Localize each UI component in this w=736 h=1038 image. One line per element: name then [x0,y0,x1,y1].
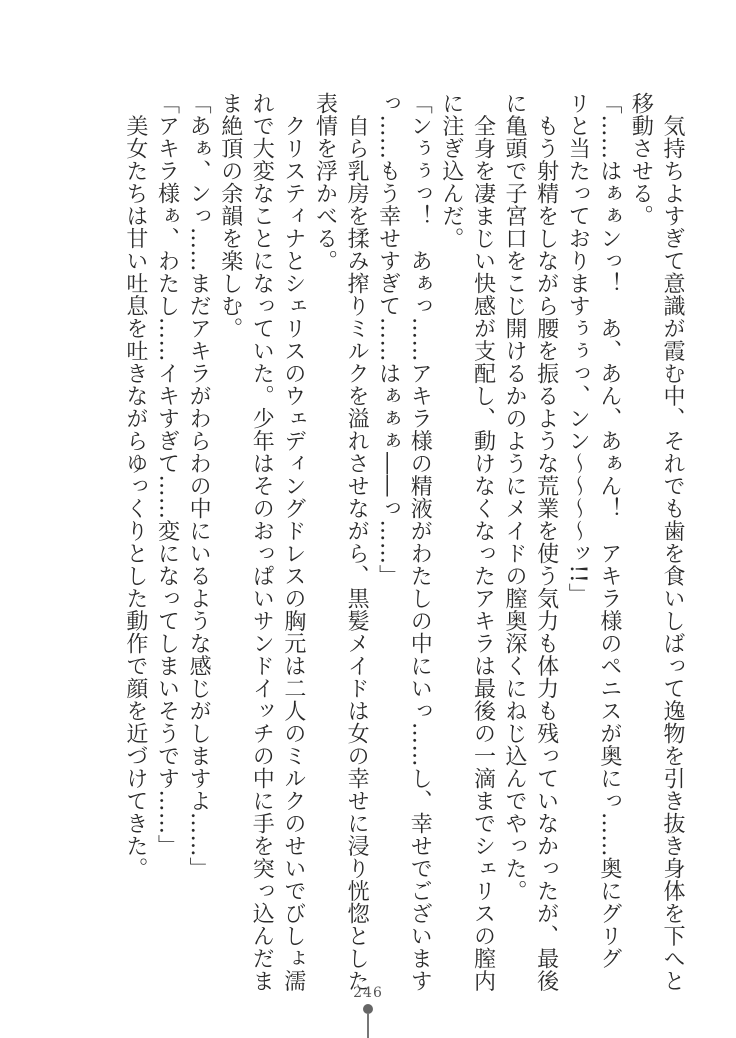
text-line: っ……もう幸せすぎて……はぁぁぁ――っ……」 [375,92,401,587]
text-line: 「あぁ、ンっ……まだアキラがわらわの中にいるような感じがしますよ……」 [186,92,212,880]
text-line: 「アキラ様ぁ、わたし……イキすぎて……変になってしまいそうです……」 [154,92,180,857]
text-line: れで大変なことになっていた。少年はそのおっぱいサンドイッチの中に手を突っ込んだま [249,92,275,992]
text-line: 「……はぁぁンっ！ あ、あん、あぁん！ アキラ様のペニスが奥にっ……奥にグリグ [596,92,622,970]
text-line: もう射精をしながら腰を振るような荒業を使う気力も体力も残っていなかったが、最後 [533,92,559,992]
text-line: 全身を凄まじい快感が支配し、動けなくなったアキラは最後の一滴までシェリスの膣内 [470,92,496,992]
text-line: 移動させる。 [628,92,654,227]
text-line: 自ら乳房を揉み搾りミルクを溢れさせながら、黒髪メイドは女の幸せに浸り恍惚とした [344,92,370,992]
marker-stem [367,1013,369,1038]
text-line: 美女たちは甘い吐息を吐きながらゆっくりとした動作で顔を近づけてきた。 [122,92,148,880]
text-line: 気持ちよすぎて意識が霞む中、それでも歯を食いしばって逸物を引き抜き身体を下へと [660,92,685,992]
text-line: リと当たっておりますぅぅっ、ンン〜〜〜〜ッ!!」 [565,92,591,606]
page-marker-icon [363,1004,373,1038]
text-line: 表情を浮かべる。 [312,92,338,272]
text-line: 「ンぅぅっ！ あぁっ……アキラ様の精液がわたしの中にいっ……し、幸せでございます [407,92,433,992]
text-line: クリスティナとシェリスのウェディングドレスの胸元は二人のミルクのせいでびしょ濡 [280,92,306,992]
text-line: に亀頭で子宮口をこじ開けるかのようにメイドの膣奥深くにねじ込んでやった。 [502,92,528,902]
text-line: ま絶頂の余韻を楽しむ。 [217,92,243,340]
text-line: に注ぎ込んだ。 [438,92,464,250]
page-number: 246 [353,985,383,1001]
vertical-text-body [119,92,688,992]
